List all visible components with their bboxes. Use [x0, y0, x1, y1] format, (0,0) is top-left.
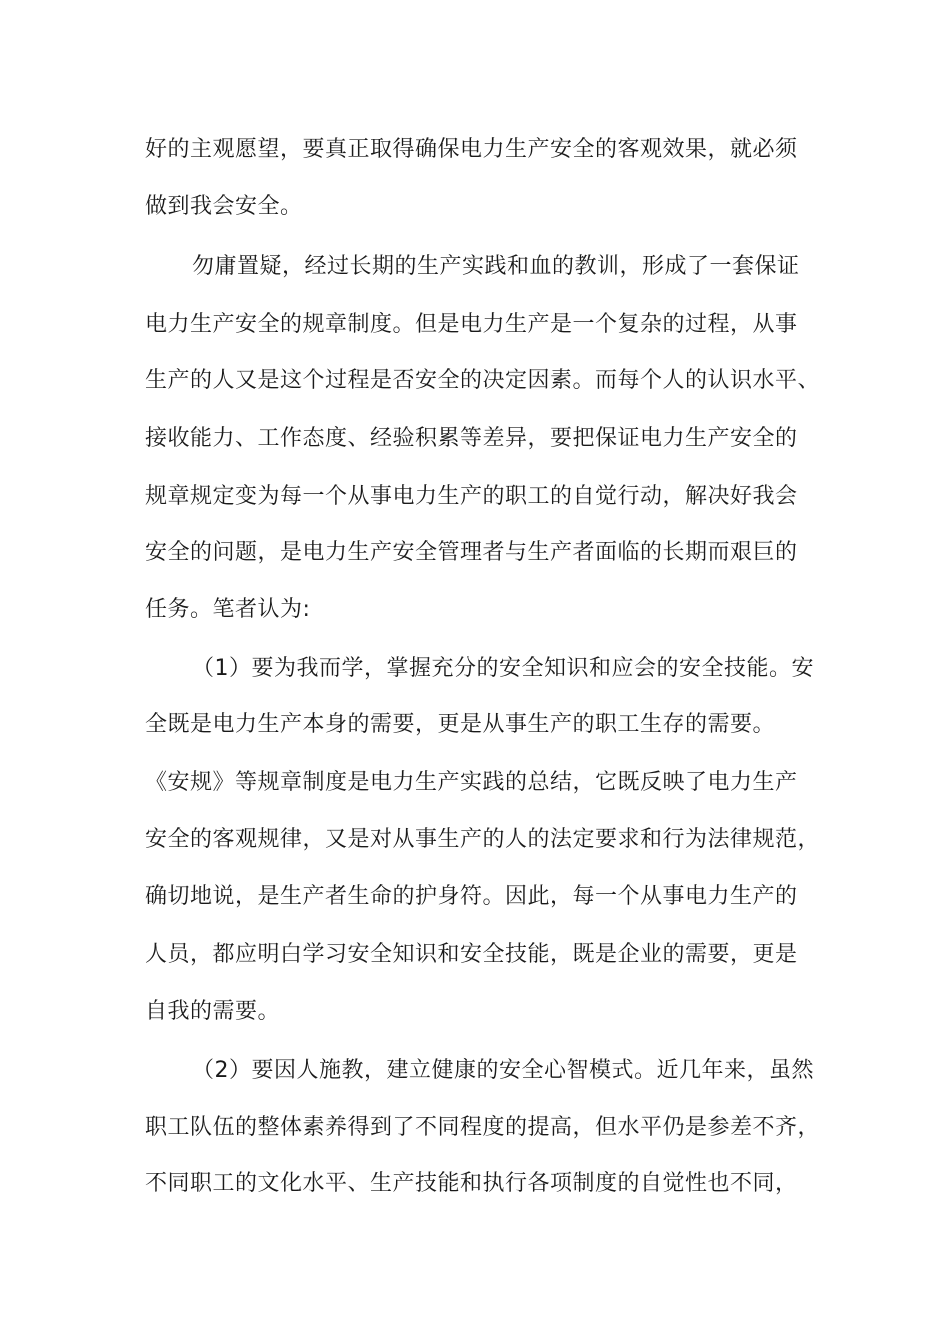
text-line-10: （1）要为我而学，掌握充分的安全知识和应会的安全技能。安 [192, 656, 814, 681]
text-line-17: （2）要因人施教，建立健康的安全心智模式。近几年来，虽然 [192, 1058, 814, 1083]
text-line-14: 确切地说，是生产者生命的护身符。因此，每一个从事电力生产的 [145, 884, 798, 909]
text-line-9: 任务。笔者认为: [145, 597, 311, 622]
text-line-16: 自我的需要。 [145, 999, 281, 1024]
text-line-8: 安全的问题，是电力生产安全管理者与生产者面临的长期而艰巨的 [145, 540, 798, 565]
text-line-18: 职工队伍的整体素养得到了不同程度的提高，但水平仍是参差不齐， [145, 1115, 821, 1140]
text-line-19: 不同职工的文化水平、生产技能和执行各项制度的自觉性也不同， [145, 1171, 798, 1196]
text-line-2: 做到我会安全。 [145, 194, 303, 219]
text-line-5: 生产的人又是这个过程是否安全的决定因素。而每个人的认识水平、 [145, 368, 821, 393]
text-line-15: 人员，都应明白学习安全知识和安全技能，既是企业的需要，更是 [145, 942, 798, 967]
text-line-13: 安全的客观规律，又是对从事生产的人的法定要求和行为法律规范， [145, 827, 821, 852]
text-line-4: 电力生产安全的规章制度。但是电力生产是一个复杂的过程，从事 [145, 312, 798, 337]
text-line-1: 好的主观愿望，要真正取得确保电力生产安全的客观效果，就必须 [145, 137, 798, 162]
text-line-12: 《安规》等规章制度是电力生产实践的总结，它既反映了电力生产 [145, 770, 798, 795]
text-line-3: 勿庸置疑，经过长期的生产实践和血的教训，形成了一套保证 [192, 254, 800, 279]
text-line-11: 全既是电力生产本身的需要，更是从事生产的职工生存的需要。 [145, 712, 776, 737]
text-line-6: 接收能力、工作态度、经验积累等差异，要把保证电力生产安全的 [145, 426, 798, 451]
text-line-7: 规章规定变为每一个从事电力生产的职工的自觉行动，解决好我会 [145, 484, 798, 509]
